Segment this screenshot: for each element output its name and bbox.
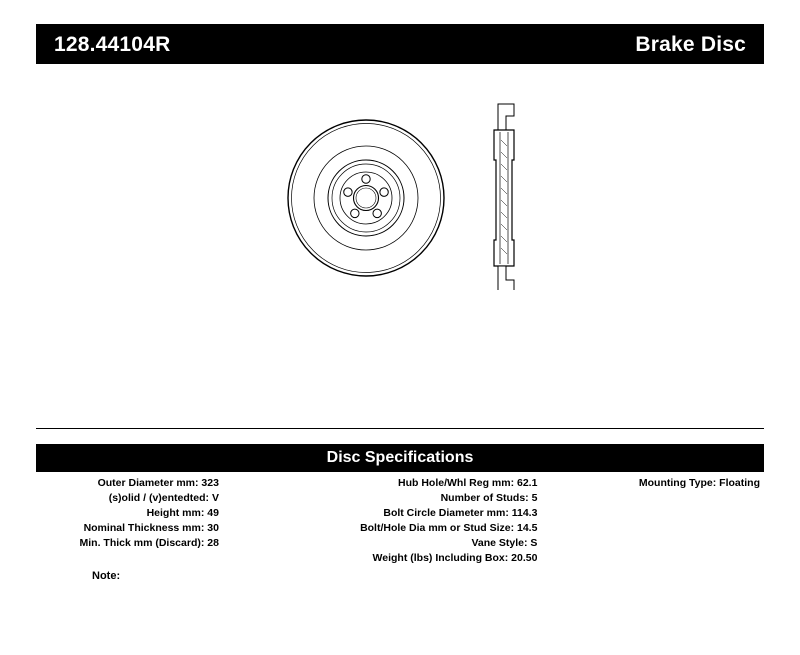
spec-header-title: Disc Specifications xyxy=(326,449,474,466)
spec-vane-style: Vane Style: S xyxy=(471,537,538,549)
spec-nominal-thickness: Nominal Thickness mm: 30 xyxy=(83,522,219,534)
spec-mounting-type: Mounting Type: Floating xyxy=(638,477,760,489)
section-divider xyxy=(36,428,764,429)
spec-weight: Weight (lbs) Including Box: 20.50 xyxy=(372,552,538,564)
spec-column-left xyxy=(36,476,223,551)
product-type-title: Brake Disc xyxy=(635,32,746,56)
product-drawing-area xyxy=(36,80,764,420)
brake-rotor-edge-view xyxy=(476,100,536,295)
note-row xyxy=(36,570,764,582)
note-label: Note: xyxy=(92,570,121,582)
spec-min-thickness: Min. Thick mm (Discard): 28 xyxy=(79,537,219,549)
spec-solid-vented: (s)olid / (v)entedted: V xyxy=(108,492,219,504)
header-bar xyxy=(36,24,764,64)
spec-column-right xyxy=(541,476,764,491)
spec-columns xyxy=(36,476,764,566)
spec-header-bar xyxy=(36,444,764,472)
spec-height: Height mm: 49 xyxy=(146,507,219,519)
spec-hub-hole: Hub Hole/Whl Reg mm: 62.1 xyxy=(398,477,538,489)
brake-rotor-face-view xyxy=(276,108,456,293)
spec-number-of-studs: Number of Studs: 5 xyxy=(440,492,538,504)
spec-outer-diameter: Outer Diameter mm: 323 xyxy=(97,477,219,489)
part-number: 128.44104R xyxy=(54,32,171,56)
spec-bolt-circle-diameter: Bolt Circle Diameter mm: 114.3 xyxy=(383,507,538,519)
spec-bolt-hole-dia: Bolt/Hole Dia mm or Stud Size: 14.5 xyxy=(360,522,538,534)
spec-column-middle xyxy=(223,476,541,566)
